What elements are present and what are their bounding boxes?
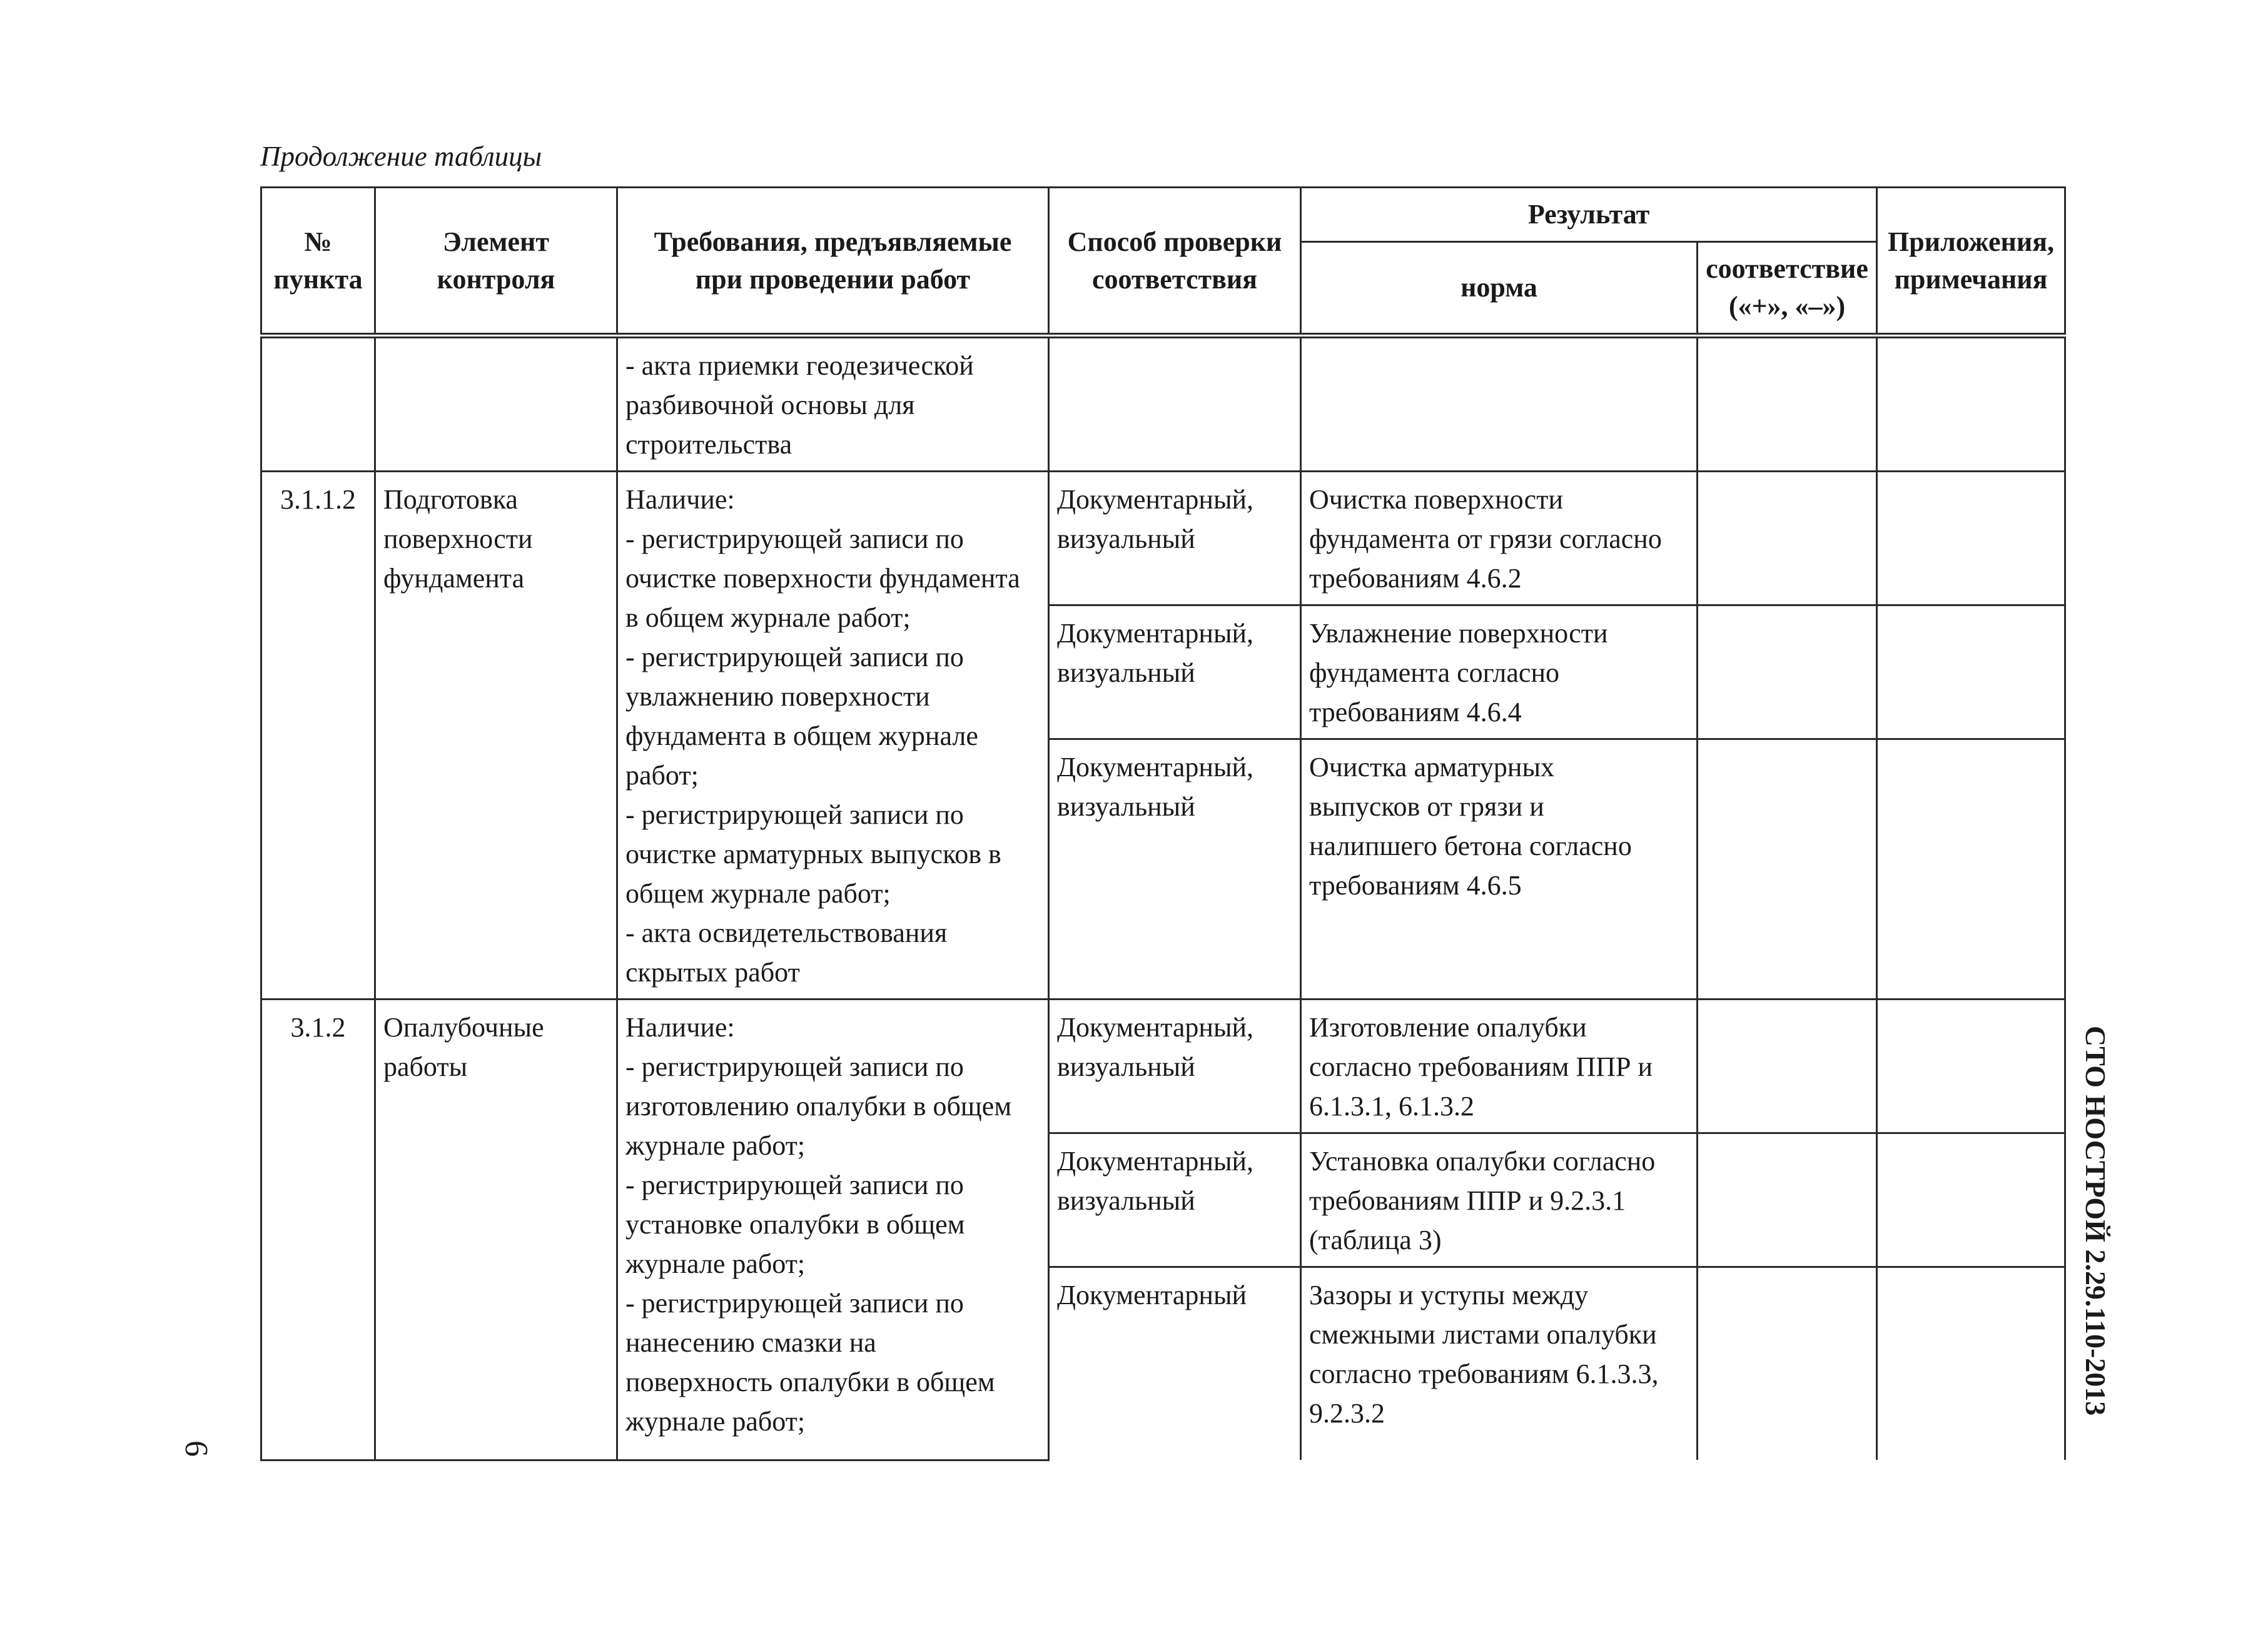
- header-num: № пункта: [261, 188, 375, 336]
- cell-norm: Зазоры и уступы между смежными листами опалубки согласно требованиям 6.1.3.3, 9.2.3.2: [1301, 1267, 1698, 1460]
- cell-notes: [1877, 605, 2065, 739]
- inspection-table: [260, 186, 2066, 1461]
- header-requirements: Требования, предъявляемые при проведении работ: [617, 188, 1049, 336]
- cell-num: [261, 336, 375, 472]
- cell-norm: Очистка поверхности фундамента от грязи согласно требованиям 4.6.2: [1301, 472, 1698, 605]
- cell-norm: Установка опалубки согласно требованиям ППР и 9.2.3.1 (таблица 3): [1301, 1133, 1698, 1267]
- cell-compliance: [1698, 472, 1877, 605]
- cell-num: 3.1.1.2: [261, 472, 375, 1000]
- cell-notes: [1877, 336, 2065, 472]
- cell-method: Документарный, визуальный: [1049, 1000, 1301, 1133]
- cell-compliance: [1698, 336, 1877, 472]
- cell-notes: [1877, 1000, 2065, 1133]
- cell-element: Опалубочные работы: [375, 1000, 617, 1460]
- cell-requirements: Наличие: - регистрирующей записи по изготовлению опалубки в общем журнале работ; - регистрирующей записи по установке опалубки в общем журнале работ; - регистрирующей записи по нанесению смазки на поверхность опалубки в общем журнале работ;: [617, 1000, 1049, 1460]
- cell-method: Документарный: [1049, 1267, 1301, 1460]
- cell-compliance: [1698, 1000, 1877, 1133]
- cell-notes: [1877, 472, 2065, 605]
- cell-norm: Очистка арматурных выпусков от грязи и налипшего бетона согласно требованиям 4.6.5: [1301, 739, 1698, 1000]
- table-row: [261, 1000, 2065, 1133]
- cell-element: Подготовка поверхности фундамента: [375, 472, 617, 1000]
- cell-compliance: [1698, 605, 1877, 739]
- cell-element: [375, 336, 617, 472]
- cell-method: Документарный, визуальный: [1049, 739, 1301, 1000]
- cell-method: [1049, 336, 1301, 472]
- header-compliance: соответствие («+», «–»): [1698, 242, 1877, 336]
- document-code: СТО НОСТРОЙ 2.29.110-2013: [2080, 1026, 2112, 1416]
- table-row: [261, 336, 2065, 472]
- table-row: [261, 472, 2065, 605]
- cell-requirements: Наличие: - регистрирующей записи по очистке поверхности фундамента в общем журнале работ; - регистрирующей записи по увлажнению поверхности фундамента в общем журнале работ; - регистрирующей записи по очистке арматурных выпусков в общем журнале работ; - акта освидетельствования скрытых работ: [617, 472, 1049, 1000]
- cell-compliance: [1698, 1267, 1877, 1460]
- page-number: 6: [178, 1440, 214, 1457]
- header-result: Результат: [1301, 188, 1877, 242]
- header-norm: норма: [1301, 242, 1698, 336]
- cell-norm: [1301, 336, 1698, 472]
- cell-method: Документарный, визуальный: [1049, 605, 1301, 739]
- cell-notes: [1877, 739, 2065, 1000]
- header-element: Элемент контроля: [375, 188, 617, 336]
- header-method: Способ проверки соответствия: [1049, 188, 1301, 336]
- cell-norm: Увлажнение поверхности фундамента согласно требованиям 4.6.4: [1301, 605, 1698, 739]
- cell-num: 3.1.2: [261, 1000, 375, 1460]
- cell-method: Документарный, визуальный: [1049, 1133, 1301, 1267]
- cell-compliance: [1698, 1133, 1877, 1267]
- cell-compliance: [1698, 739, 1877, 1000]
- cell-norm: Изготовление опалубки согласно требованиям ППР и 6.1.3.1, 6.1.3.2: [1301, 1000, 1698, 1133]
- cell-notes: [1877, 1133, 2065, 1267]
- header-notes: Приложения, примечания: [1877, 188, 2065, 336]
- cell-notes: [1877, 1267, 2065, 1460]
- cell-method: Документарный, визуальный: [1049, 472, 1301, 605]
- cell-requirements: - акта приемки геодезической разбивочной основы для строительства: [617, 336, 1049, 472]
- table-caption: Продолжение таблицы: [260, 141, 542, 172]
